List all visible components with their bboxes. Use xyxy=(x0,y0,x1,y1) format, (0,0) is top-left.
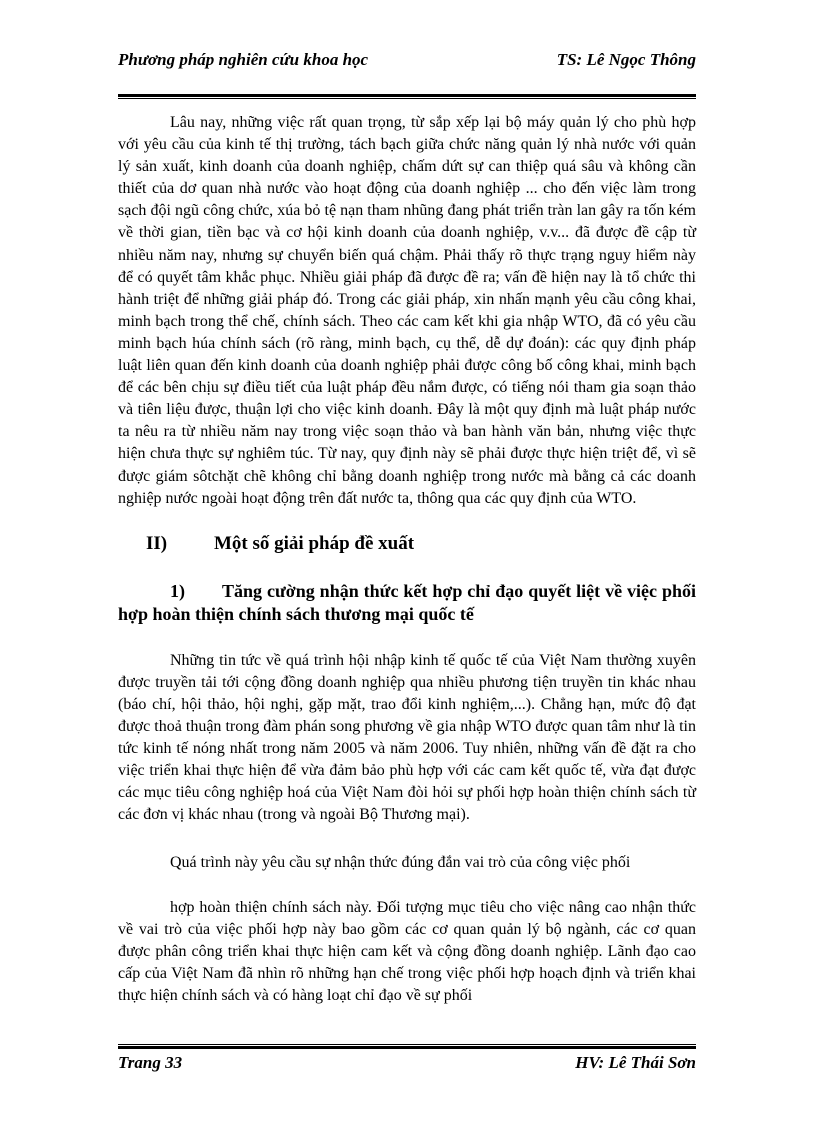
document-page xyxy=(118,40,696,1090)
page-number: Trang 33 xyxy=(118,1053,183,1072)
paragraph-transparency: Lâu nay, những việc rất quan trọng, từ sắp xếp lại bộ máy quản lý cho phù hợp với yêu cầu của kinh tế thị trường, tách bạch giữa chức năng quản lý nhà nước với quản lý sản xuất, kinh doanh của doanh nghiệp, chấm dứt sự can thiệp quá sâu và không cần thiết của dơ quan nhà nước vào hoạt động của doanh nghiệp ... cho đến việc làm trong sạch đội ngũ công chức, xúa bỏ tệ nạn tham nhũng đang phát triển tràn lan gây ra tốn kém về thời gian, tiền bạc và cơ hội kinh doanh của doanh nghiệp, v.v... đã được đề cập từ nhiều năm nay, nhưng sự chuyển biến quá chậm. Phải thấy rõ thực trạng nguy hiểm này để có quyết tâm khắc phục. Nhiều giải pháp đã được đề ra; vấn đề hiện nay là tổ chức thi hành triệt để những giải pháp đó. Trong các giải pháp, xin nhấn mạnh yêu cầu công khai, minh bạch trong thể chế, chính sách. Theo các cam kết khi gia nhập WTO, đã có yêu cầu minh bạch húa chính sách (rõ ràng, minh bạch, cụ thể, dễ dự đoán): các quy định pháp luật liên quan đến kinh doanh của doanh nghiệp phải được công bố công khai, minh bạch để các bên chịu sự điều tiết của luật pháp đều nắm được, có tiếng nói tham gia soạn thảo và tiên liệu được, thuận lợi cho việc kinh doanh. Đây là một quy định mà luật pháp nước ta nêu ra từ nhiều năm nay trong việc soạn thảo và ban hành văn bản, nhưng việc thực hiện chưa thực sự nghiêm túc. Từ nay, quy định này sẽ phải được thực hiện triệt để, vì sẽ được giám sôtchặt chẽ không chỉ bằng doanh nghiệp trong nước mà bằng cả các doanh nghiệp nước ngoài hoạt động trên đất nước ta, thông qua các quy định của WTO. xyxy=(118,114,696,507)
footer-author: HV: Lê Thái Sơn xyxy=(575,1053,696,1072)
subsection-heading xyxy=(118,580,696,626)
header-divider xyxy=(118,94,696,99)
section-heading xyxy=(118,530,696,558)
header-course-title: Phương pháp nghiên cứu khoa học xyxy=(118,50,369,69)
section-number: II) xyxy=(146,532,168,554)
subsection-number: 1) xyxy=(170,580,185,601)
paragraph-awareness-body: hợp hoàn thiện chính sách này. Đối tượng mục tiêu cho việc nâng cao nhận thức về vai trò của việc phối hợp này bao gồm các cơ quan quản lý bộ ngành, các cơ quan được phân công triển khai thực hiện cam kết và cộng đồng doanh nghiệp. Lãnh đạo cao cấp của Việt Nam đã nhìn rõ những hạn chế trong việc phối hợp hoạch định và triển khai thực hiện chính sách và có hàng loạt chỉ đạo về sự phối xyxy=(118,898,696,1004)
paragraph-integration-news: Những tin tức về quá trình hội nhập kinh tế quốc tế của Việt Nam thường xuyên được truyền tải tới cộng đồng doanh nghiệp qua nhiều phương tiện truyền tin khác nhau (báo chí, hội thảo, hội nghị, gặp mặt, trao đổi kinh nghiệm,...). Chẳng hạn, mức độ đạt được thoả thuận trong đàm phán song phương về gia nhập WTO được quan tâm như là tin tức kinh tế nóng nhất trong năm 2005 và năm 2006. Tuy nhiên, những vấn đề đặt ra cho việc triển khai thực hiện để vừa đảm bảo phù hợp với các cam kết quốc tế, vừa đạt được các mục tiêu công nghiệp hoá của Việt Nam đòi hỏi sự phối hợp hoàn thiện chính sách từ các đơn vị khác nhau (trong và ngoài Bộ Thương mại). xyxy=(118,651,696,824)
page-body xyxy=(118,112,696,1007)
paragraph-awareness-lead: Quá trình này yêu cầu sự nhận thức đúng đắn vai trò của công việc phối xyxy=(170,854,631,872)
footer-divider xyxy=(118,1044,696,1049)
header-instructor: TS: Lê Ngọc Thông xyxy=(556,50,696,69)
page-header xyxy=(118,50,696,80)
subsection-title: Tăng cường nhận thức kết hợp chỉ đạo quyết liệt về việc phối hợp hoàn thiện chính sách thương mại quốc tế xyxy=(118,580,696,624)
section-title: Một số giải pháp đề xuất xyxy=(214,532,415,554)
